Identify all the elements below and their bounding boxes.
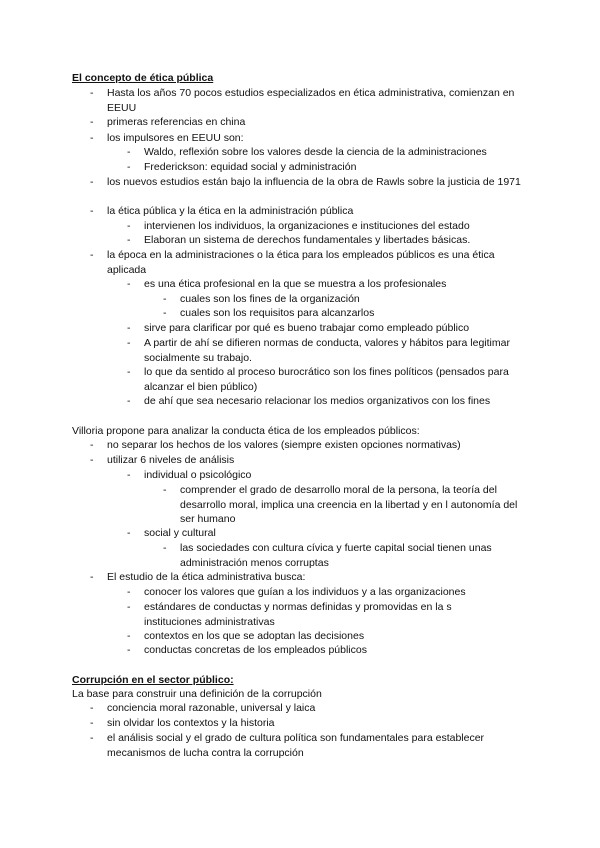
list-item: - de ahí que sea necesario relacionar los medios organizativos con los fines (127, 395, 491, 407)
bullet-dash: - (127, 146, 131, 158)
paragraph-base-definicion: La base para construir una definición de la corrupción (72, 688, 322, 700)
list-item: - sirve para clarificar por qué es bueno trabajar como empleado público (127, 322, 470, 334)
bullet-dash: - (90, 454, 94, 466)
bullet-dash: - (127, 586, 131, 598)
list-item: - El estudio de la ética administrativa busca: (90, 571, 306, 583)
bullet-dash: - (127, 161, 131, 173)
list-item: - Elaboran un sistema de derechos fundamentales y libertades básicas. (127, 234, 471, 246)
list-item: - conductas concretas de los empleados públicos (127, 644, 367, 656)
bullet-dash: - (163, 293, 167, 305)
list-item: - la ética pública y la ética en la administración pública (90, 205, 354, 217)
list-item: - el análisis social y el grado de cultura política son fundamentales para establecer mecanismos de lucha contra la corrupción (90, 732, 485, 759)
list-item: - conocer los valores que guían a los individuos y a las organizaciones (127, 586, 466, 598)
bullet-dash: - (90, 717, 94, 729)
bullet-dash: - (127, 234, 131, 246)
bullet-dash: - (127, 278, 131, 290)
bullet-dash: - (90, 87, 94, 99)
list-item: - cuales son los fines de la organización (163, 293, 360, 305)
paragraph-villoria: Villoria propone para analizar la conducta ética de los empleados públicos: (72, 425, 420, 437)
list-item: - estándares de conductas y normas definidas y promovidas en la s instituciones administrativas (127, 601, 452, 628)
bullet-dash: - (163, 307, 167, 319)
bullet-dash: - (90, 732, 94, 744)
list-item: - individual o psicológico (127, 469, 252, 481)
bullet-dash: - (127, 601, 131, 613)
list-item: - lo que da sentido al proceso burocrático son los fines políticos (pensados para alcanzar el bien público) (127, 366, 509, 393)
bullet-dash: - (163, 542, 167, 554)
bullet-dash: - (90, 702, 94, 714)
list-item: - intervienen los individuos, la organizaciones e instituciones del estado (127, 220, 470, 232)
bullet-dash: - (90, 439, 94, 451)
list-item: - primeras referencias en china (90, 116, 246, 128)
list-item: - conciencia moral razonable, universal y laica (90, 702, 316, 714)
list-item: - A partir de ahí se difieren normas de conducta, valores y hábitos para legitimar socialmente su trabajo. (127, 337, 510, 364)
list-item: - no separar los hechos de los valores (siempre existen opciones normativas) (90, 439, 461, 451)
list-item: - cuales son los requisitos para alcanzarlos (163, 307, 375, 319)
bullet-dash: - (90, 571, 94, 583)
bullet-dash: - (90, 176, 94, 188)
list-item: - utilizar 6 niveles de análisis (90, 454, 235, 466)
list-item: - la época en la administraciones o la ética para los empleados públicos es una ética aplicada (90, 249, 495, 276)
section-heading-corrupcion: Corrupción en el sector público: (72, 674, 234, 686)
bullet-dash: - (127, 644, 131, 656)
bullet-dash: - (90, 249, 94, 261)
list-item: - los nuevos estudios están bajo la influencia de la obra de Rawls sobre la justicia de 1971 (90, 176, 521, 188)
list-item: - las sociedades con cultura cívica y fuerte capital social tienen unas administración menos corruptas (163, 542, 492, 569)
list-item: - los impulsores en EEUU son: (90, 132, 244, 144)
bullet-dash: - (127, 322, 131, 334)
list-item: - Hasta los años 70 pocos estudios especializados en ética administrativa, comienzan en EEUU (90, 87, 515, 114)
section-heading-etica-publica: El concepto de ética pública (72, 72, 214, 84)
list-item: - es una ética profesional en la que se muestra a los profesionales (127, 278, 447, 290)
bullet-dash: - (127, 337, 131, 349)
list-item: - contextos en los que se adoptan las decisiones (127, 630, 365, 642)
bullet-dash: - (90, 132, 94, 144)
list-item: - Waldo, reflexión sobre los valores desde la ciencia de la administraciones (127, 146, 487, 158)
list-item: - sin olvidar los contextos y la historia (90, 717, 275, 729)
bullet-dash: - (163, 484, 167, 496)
bullet-dash: - (90, 205, 94, 217)
bullet-dash: - (127, 220, 131, 232)
list-item: - Frederickson: equidad social y administración (127, 161, 357, 173)
bullet-dash: - (127, 395, 131, 407)
bullet-dash: - (90, 116, 94, 128)
list-item: - comprender el grado de desarrollo moral de la persona, la teoría del desarrollo moral, implica una creencia en la libertad y en l autonomía del ser humano (163, 484, 518, 525)
bullet-dash: - (127, 527, 131, 539)
bullet-dash: - (127, 630, 131, 642)
bullet-dash: - (127, 469, 131, 481)
list-item: - social y cultural (127, 527, 216, 539)
bullet-dash: - (127, 366, 131, 378)
